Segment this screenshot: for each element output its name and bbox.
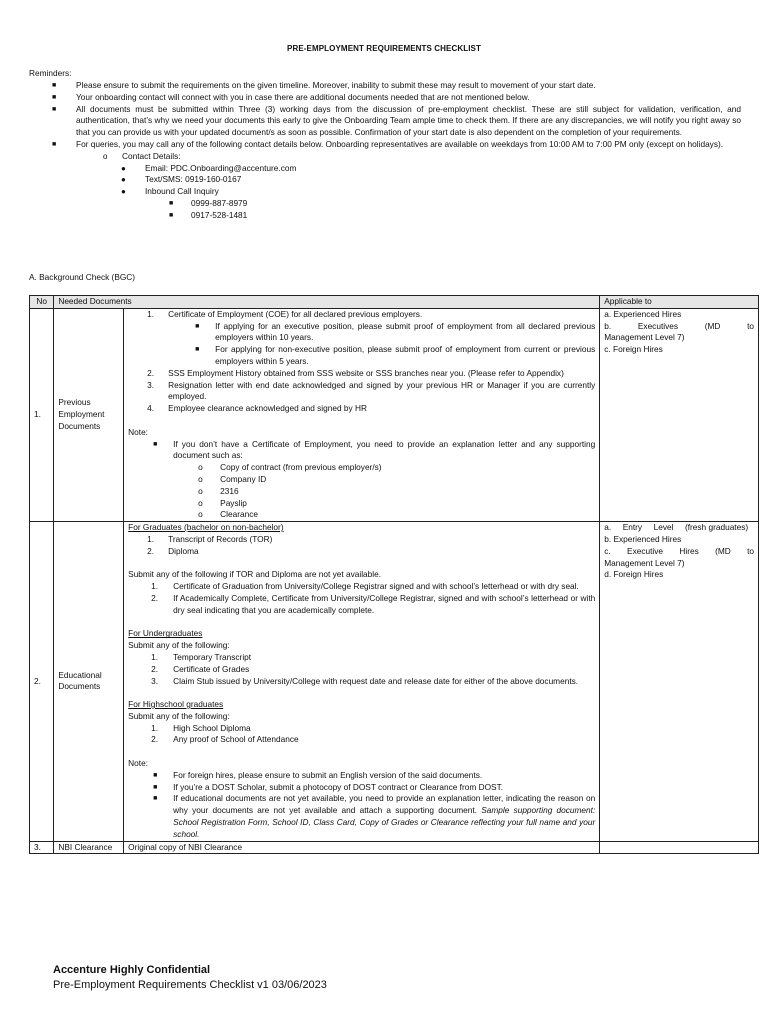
row-documents bbox=[124, 522, 600, 842]
list-item: 2. Certificate of Grades bbox=[151, 663, 250, 674]
square-bullet-icon: ■ bbox=[195, 322, 200, 330]
reminder-item: ■ Your onboarding contact will connect with you in case there are additional documents needed that are not mentioned below. bbox=[52, 91, 530, 102]
contact-phone: ■ 0917-528-1481 bbox=[169, 209, 248, 220]
circle-bullet-icon: o bbox=[198, 473, 203, 484]
row-applicable bbox=[600, 841, 759, 854]
row-number: 2. bbox=[30, 522, 54, 842]
note-item: ■ If educational documents are not yet available, you need to provide an explanation letter, indicating the reason on why your documents are not yet available and attach a supporting document. Sample supporting document: School Registration Form, School ID, Class Card, Copy of Grades or Clearance reflecting your full name and your school. bbox=[153, 793, 596, 839]
table-row bbox=[30, 841, 759, 854]
note-label: Note: bbox=[128, 758, 148, 769]
bullet-icon: ■ bbox=[52, 82, 57, 89]
list-item: 2. If Academically Complete, Certificate from University/College Registrar, signed and with school’s letterhead or with dry seal indicating that you are academically complete. bbox=[151, 592, 596, 615]
footer-version: Pre-Employment Requirements Checklist v1 03/06/2023 bbox=[53, 979, 327, 991]
row-documents bbox=[124, 308, 600, 521]
row-number: 3. bbox=[30, 841, 54, 854]
subheading: For Highschool graduates bbox=[128, 699, 224, 710]
table-row bbox=[30, 308, 759, 521]
list-item: 1. Certificate of Graduation from University/College Registrar signed and with school’s letterhead or with dry seal. bbox=[151, 581, 579, 592]
subheading: For Graduates (bachelor on non-bachelor) bbox=[128, 522, 284, 533]
header-no: No bbox=[30, 296, 54, 309]
footer-confidential: Accenture Highly Confidential bbox=[53, 964, 211, 976]
paragraph: Submit any of the following: bbox=[128, 640, 230, 651]
square-bullet-icon: ■ bbox=[153, 795, 158, 803]
list-item: 3. Resignation letter with end date acknowledged and signed by your previous HR or Manager if you are currently employed. bbox=[147, 379, 596, 402]
list-item: 1. Certificate of Employment (COE) for all declared previous employers. bbox=[147, 308, 423, 319]
header-needed-documents: Needed Documents bbox=[54, 296, 600, 309]
contact-email: ● Email: PDC.Onboarding@accenture.com bbox=[121, 162, 297, 173]
subheading: For Undergraduates bbox=[128, 628, 203, 639]
circle-bullet-icon: o bbox=[198, 462, 203, 473]
note-item: ■ If you’re a DOST Scholar, submit a photocopy of DOST contract or Clearance from DOST. bbox=[153, 781, 504, 792]
row-documents: Original copy of NBI Clearance bbox=[124, 841, 600, 854]
bullet-icon: ■ bbox=[52, 93, 57, 101]
note-item: ■ For foreign hires, please ensure to submit an English version of the said documents. bbox=[153, 769, 483, 780]
table-header-row bbox=[30, 296, 759, 309]
paragraph: Submit any of the following if TOR and Diploma are not yet available. bbox=[128, 569, 382, 580]
dot-bullet-icon: ● bbox=[121, 187, 126, 197]
header-applicable-to: Applicable to bbox=[600, 296, 759, 309]
dot-bullet-icon: ● bbox=[121, 163, 126, 173]
contact-phone: ■ 0999-887-8979 bbox=[169, 197, 248, 208]
section-heading: A. Background Check (BGC) bbox=[29, 272, 136, 282]
row-name: NBI Clearance bbox=[54, 841, 124, 854]
bullet-icon: ■ bbox=[52, 105, 57, 113]
contact-sms: ● Text/SMS: 0919-160-0167 bbox=[121, 174, 242, 185]
reminders-list bbox=[29, 80, 741, 222]
circle-bullet-icon: o bbox=[103, 151, 108, 161]
supporting-item: o Copy of contract (from previous employer/s) bbox=[198, 462, 382, 473]
row-applicable: a. Experienced Hires b. Executives (MD to Management Level 7) c. Foreign Hires bbox=[600, 308, 759, 521]
list-item: ■ For applying for non-executive position, please submit proof of employment from current or previous employers within 5 years. bbox=[195, 344, 596, 366]
list-item: 1. Temporary Transcript bbox=[151, 651, 252, 662]
square-bullet-icon: ■ bbox=[169, 211, 174, 219]
row-name: Educational Documents bbox=[54, 522, 124, 842]
circle-bullet-icon: o bbox=[198, 485, 203, 496]
reminder-item: ■ All documents must be submitted within Three (3) working days from the discussion of pre-employment checklist. These are still subject for validation, verification, and authentication, that’s why we need your documents this early to give the Onboarding Team ample time to check them. If there are any discrepancies, we will notify you right away so that you can provide us with your updated document/s as soon as possible. Confirmation of your start date is also dependent on the completion of your requirements. bbox=[52, 103, 741, 138]
list-item: 2. Any proof of School of Attendance bbox=[151, 734, 299, 745]
square-bullet-icon: ■ bbox=[153, 783, 158, 791]
square-bullet-icon: ■ bbox=[169, 199, 174, 207]
supporting-item: o 2316 bbox=[198, 485, 239, 496]
list-item: 2. Diploma bbox=[147, 545, 199, 556]
reminder-item: ■ Please ensure to submit the requirements on the given timeline. Moreover, inability to submit these may result to movement of your start date. bbox=[52, 80, 596, 90]
list-item: 3. Claim Stub issued by University/College with request date and release date for either of the above documents. bbox=[151, 675, 579, 686]
note-item: ■ If you don’t have a Certificate of Employment, you need to provide an explanation letter and any supporting document such as: bbox=[153, 438, 596, 461]
contact-call: ● Inbound Call Inquiry bbox=[121, 186, 219, 197]
list-item: 4. Employee clearance acknowledged and signed by HR bbox=[147, 403, 367, 414]
circle-bullet-icon: o bbox=[198, 509, 203, 520]
reminders-heading: Reminders: bbox=[29, 68, 72, 78]
list-item: ■ If applying for an executive position, please submit proof of employment from all declared previous employers within 10 years. bbox=[195, 320, 596, 343]
paragraph: Submit any of the following: bbox=[128, 710, 230, 721]
list-item: 1. High School Diploma bbox=[151, 722, 251, 733]
square-bullet-icon: ■ bbox=[153, 440, 158, 448]
list-item: 2. SSS Employment History obtained from SSS website or SSS branches near you. (Please refer to Appendix) bbox=[147, 367, 564, 378]
contact-details-heading: o Contact Details: bbox=[103, 150, 181, 161]
dot-bullet-icon: ● bbox=[121, 175, 126, 185]
list-item: 1. Transcript of Records (TOR) bbox=[147, 533, 273, 544]
row-name: Previous Employment Documents bbox=[54, 308, 124, 521]
row-applicable: a. Entry Level (fresh graduates) b. Experienced Hires c. Executive Hires (MD to Management Level 7) d. Foreign Hires bbox=[600, 522, 759, 842]
supporting-item: o Company ID bbox=[198, 473, 267, 484]
supporting-item: o Payslip bbox=[198, 497, 247, 508]
requirements-table bbox=[29, 295, 759, 854]
bullet-icon: ■ bbox=[52, 140, 57, 148]
circle-bullet-icon: o bbox=[198, 497, 203, 508]
table-row bbox=[30, 522, 759, 842]
supporting-item: o Clearance bbox=[198, 509, 258, 520]
reminder-item: ■ For queries, you may call any of the following contact details below. Onboarding representatives are available on weekdays from 10:00 AM to 7:00 PM only (except on holidays). bbox=[52, 138, 724, 149]
square-bullet-icon: ■ bbox=[153, 771, 158, 779]
note-label: Note: bbox=[128, 426, 148, 437]
page-title: PRE-EMPLOYMENT REQUIREMENTS CHECKLIST bbox=[287, 44, 481, 53]
row-number: 1. bbox=[30, 308, 54, 521]
square-bullet-icon: ■ bbox=[195, 346, 200, 354]
